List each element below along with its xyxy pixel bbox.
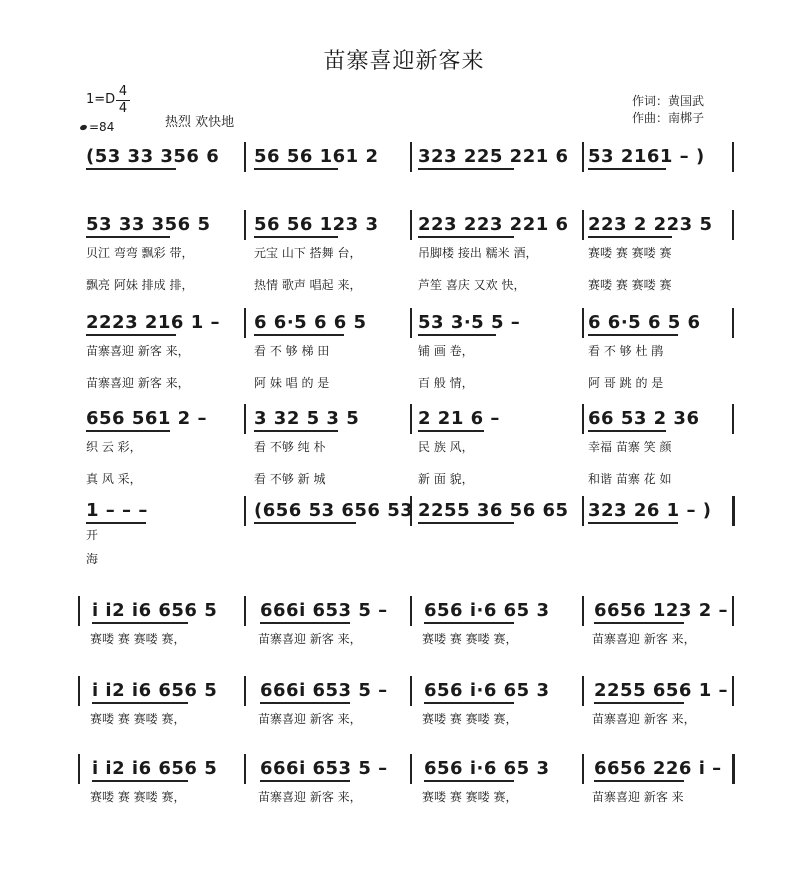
beam-underline <box>588 430 666 432</box>
measure-notes: 666i 653 5 – <box>260 758 388 779</box>
beam-underline <box>418 334 496 336</box>
barline <box>410 308 412 338</box>
barline <box>732 676 734 706</box>
beam-underline <box>254 334 344 336</box>
measure-notes: 66 53 2 36 <box>588 408 700 429</box>
barline <box>78 676 80 706</box>
measure-notes: 666i 653 5 – <box>260 680 388 701</box>
lyric-verse1: 赛喽 赛 赛喽 赛， <box>90 712 186 726</box>
beam-underline <box>594 622 684 624</box>
measure-notes: 53 3·5 5 – <box>418 312 521 333</box>
measure-notes: 656 i·6 65 3 <box>424 680 550 701</box>
barline <box>732 496 735 526</box>
lyric-verse1: 吊脚楼 接出 糯米 酒， <box>418 246 538 260</box>
lyric-verse2: 新 面 貌， <box>418 472 474 486</box>
barline <box>732 596 734 626</box>
beam-underline <box>86 430 170 432</box>
lyric-verse2: 看 不够 新 城 <box>254 472 326 486</box>
meter-top: 4 <box>118 84 128 99</box>
lyric-verse2: 热情 歌声 唱起 来， <box>254 278 362 292</box>
barline <box>410 142 412 172</box>
lyric-verse1: 赛喽 赛 赛喽 赛， <box>422 790 518 804</box>
barline <box>582 308 584 338</box>
expression-mark: 热烈 欢快地 <box>165 115 235 130</box>
beam-underline <box>424 622 514 624</box>
measure-notes: 1 – – – <box>86 500 148 521</box>
song-title: 苗寨喜迎新客来 <box>323 49 485 74</box>
beam-underline <box>418 430 484 432</box>
quarter-note-icon <box>79 124 87 131</box>
barline <box>410 404 412 434</box>
measure-notes: 53 2161 – ) <box>588 146 705 167</box>
lyric-verse1: 赛喽 赛 赛喽 赛， <box>422 712 518 726</box>
barline <box>582 676 584 706</box>
beam-underline <box>92 702 188 704</box>
lyric-verse1: 苗寨喜迎 新客 来， <box>592 712 696 726</box>
lyric-verse2: 阿 哥 跳 的 是 <box>588 376 664 390</box>
measure-notes: 323 26 1 – ) <box>588 500 712 521</box>
lyric-verse1: 民 族 风， <box>418 440 474 454</box>
measure-notes: 323 225 221 6 <box>418 146 569 167</box>
lyric-verse2: 赛喽 赛 赛喽 赛 <box>588 278 672 292</box>
barline <box>582 142 584 172</box>
beam-underline <box>424 780 514 782</box>
measure-notes: 53 33 356 5 <box>86 214 211 235</box>
lyric-verse1: 开 <box>86 528 99 542</box>
barline <box>410 596 412 626</box>
lyric-verse1: 看 不够 纯 朴 <box>254 440 326 454</box>
lyric-verse1: 苗寨喜迎 新客 来， <box>592 632 696 646</box>
beam-underline <box>86 236 170 238</box>
lyric-verse2: 飘亮 阿妹 排成 排， <box>86 278 194 292</box>
lyric-verse2: 百 般 情， <box>418 376 474 390</box>
measure-notes: 223 223 221 6 <box>418 214 569 235</box>
beam-underline <box>588 334 678 336</box>
lyric-verse1: 赛喽 赛 赛喽 赛 <box>588 246 672 260</box>
barline <box>582 496 584 526</box>
beam-underline <box>418 522 514 524</box>
meter-bottom: 4 <box>116 100 130 117</box>
measure-notes: 656 i·6 65 3 <box>424 600 550 621</box>
lyric-verse1: 铺 画 卷， <box>418 344 474 358</box>
measure-notes: 656 i·6 65 3 <box>424 758 550 779</box>
barline <box>78 596 80 626</box>
lyric-verse1: 赛喽 赛 赛喽 赛， <box>90 632 186 646</box>
beam-underline <box>86 522 146 524</box>
barline <box>244 496 246 526</box>
beam-underline <box>588 522 678 524</box>
measure-notes: 3 32 5 3 5 <box>254 408 360 429</box>
measure-notes: 666i 653 5 – <box>260 600 388 621</box>
lyric-verse1: 苗寨喜迎 新客 来， <box>258 790 362 804</box>
beam-underline <box>588 236 672 238</box>
measure-notes: 56 56 161 2 <box>254 146 379 167</box>
lyric-verse2: 和谐 苗寨 花 如 <box>588 472 672 486</box>
barline <box>732 308 734 338</box>
measure-notes: 6 6·5 6 5 6 <box>588 312 701 333</box>
beam-underline <box>594 780 684 782</box>
lyric-verse2: 苗寨喜迎 新客 来， <box>86 376 190 390</box>
lyric-verse1: 看 不 够 杜 鹃 <box>588 344 664 358</box>
barline <box>244 676 246 706</box>
beam-underline <box>418 236 514 238</box>
beam-underline <box>418 168 514 170</box>
measure-notes: 56 56 123 3 <box>254 214 379 235</box>
lyric-verse1: 贝江 弯弯 飘彩 带， <box>86 246 194 260</box>
time-signature <box>116 84 130 117</box>
beam-underline <box>594 702 684 704</box>
beam-underline <box>260 622 350 624</box>
barline <box>582 404 584 434</box>
barline <box>244 754 246 784</box>
measure-notes: 2255 36 56 65 <box>418 500 569 521</box>
measure-notes: (53 33 356 6 <box>86 146 220 167</box>
beam-underline <box>86 168 176 170</box>
barline <box>582 754 584 784</box>
measure-notes: 6656 123 2 – <box>594 600 728 621</box>
lyric-verse1: 苗寨喜迎 新客 来， <box>258 632 362 646</box>
lyric-verse1: 赛喽 赛 赛喽 赛， <box>90 790 186 804</box>
lyric-verse2: 芦笙 喜庆 又欢 快， <box>418 278 526 292</box>
barline <box>244 596 246 626</box>
beam-underline <box>92 622 188 624</box>
tempo-mark <box>80 120 114 134</box>
barline <box>582 210 584 240</box>
lyric-verse1: 织 云 彩， <box>86 440 142 454</box>
lyric-verse1: 看 不 够 梯 田 <box>254 344 330 358</box>
beam-underline <box>254 236 338 238</box>
lyric-verse1: 赛喽 赛 赛喽 赛， <box>422 632 518 646</box>
beam-underline <box>260 780 350 782</box>
barline <box>244 308 246 338</box>
barline <box>410 210 412 240</box>
beam-underline <box>254 522 356 524</box>
barline <box>410 754 412 784</box>
lyric-verse2: 阿 妹 唱 的 是 <box>254 376 330 390</box>
measure-notes: 6 6·5 6 6 5 <box>254 312 367 333</box>
barline <box>582 596 584 626</box>
measure-notes: 2223 216 1 – <box>86 312 220 333</box>
measure-notes: 6656 226 i – <box>594 758 722 779</box>
beam-underline <box>424 702 514 704</box>
beam-underline <box>260 702 350 704</box>
barline <box>732 142 734 172</box>
barline <box>244 142 246 172</box>
lyric-verse2: 海 <box>86 552 99 566</box>
key-signature: 1=D <box>86 92 116 107</box>
beam-underline <box>254 168 338 170</box>
barline <box>244 210 246 240</box>
measure-notes: 2255 656 1 – <box>594 680 728 701</box>
measure-notes: i i2 i6 656 5 <box>92 680 218 701</box>
measure-notes: (656 53 656 53 <box>254 500 414 521</box>
lyric-verse1: 元宝 山下 搭舞 台， <box>254 246 362 260</box>
beam-underline <box>86 334 176 336</box>
measure-notes: i i2 i6 656 5 <box>92 758 218 779</box>
measure-notes: 2 21 6 – <box>418 408 500 429</box>
barline <box>732 754 735 784</box>
beam-underline <box>588 168 666 170</box>
beam-underline <box>92 780 188 782</box>
lyric-verse2: 真 风 采， <box>86 472 142 486</box>
lyricist-credit: 作词：黄国武 <box>632 94 705 108</box>
barline <box>244 404 246 434</box>
lyric-verse1: 苗寨喜迎 新客 来， <box>258 712 362 726</box>
lyric-verse1: 苗寨喜迎 新客 来， <box>86 344 190 358</box>
barline <box>78 754 80 784</box>
measure-notes: 223 2 223 5 <box>588 214 713 235</box>
measure-notes: i i2 i6 656 5 <box>92 600 218 621</box>
tempo-value: =84 <box>89 120 115 134</box>
lyric-verse1: 苗寨喜迎 新客 来 <box>592 790 684 804</box>
composer-credit: 作曲：南梆子 <box>632 111 705 125</box>
barline <box>732 404 734 434</box>
lyric-verse1: 幸福 苗寨 笑 颜 <box>588 440 672 454</box>
measure-notes: 656 561 2 – <box>86 408 207 429</box>
barline <box>410 676 412 706</box>
beam-underline <box>254 430 338 432</box>
barline <box>732 210 734 240</box>
